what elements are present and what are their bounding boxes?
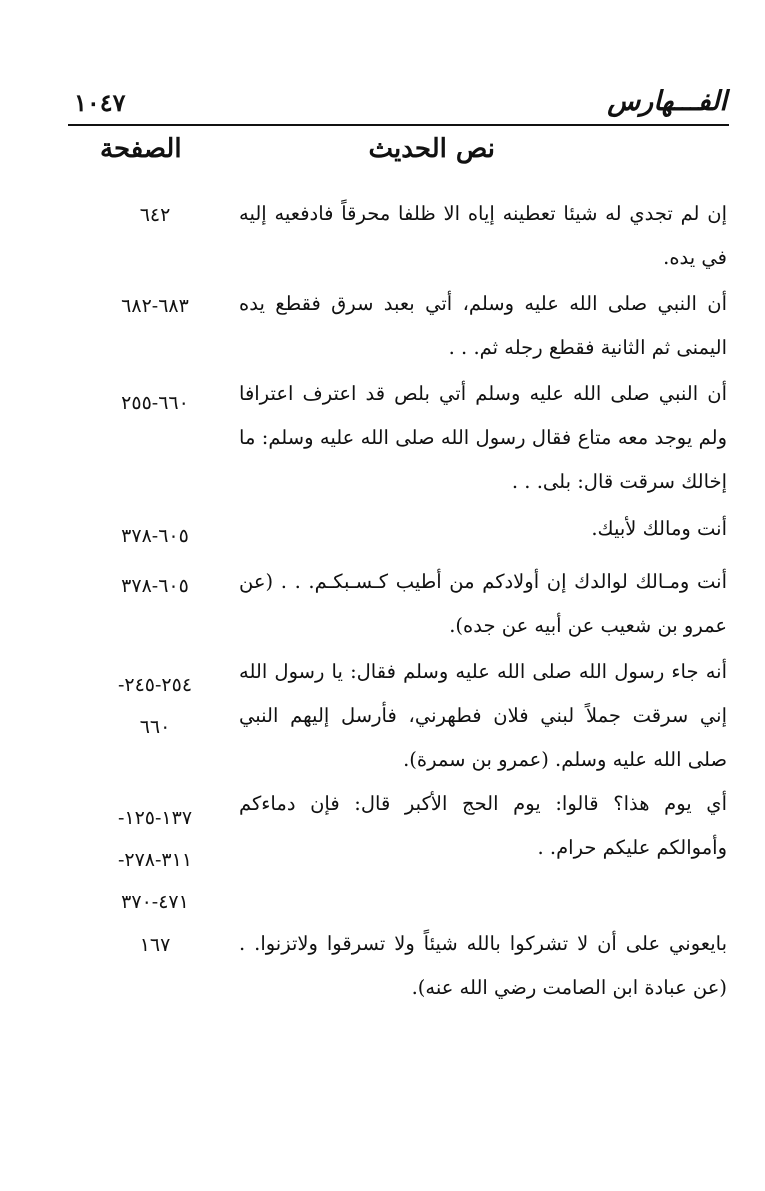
- entry-hadith-text: أنت ومالك لأبيك.: [591, 517, 727, 540]
- entry-page-refs: [95, 515, 215, 557]
- page-number: ١٠٤٧: [74, 88, 126, 117]
- page-ref: ٦٦٠: [139, 716, 171, 738]
- entry-hadith-text: بايعوني على أن لا تشركوا بالله شيئاً ولا تسرقوا ولاتزنوا. . (عن عبادة ابن الصامت رضي الله عنه).: [239, 932, 727, 999]
- page-ref: ٦٠٥-٣٧٨: [121, 525, 189, 547]
- page-ref: -١٣٧-١٢٥: [117, 807, 193, 829]
- column-heading-page: الصفحة: [100, 134, 182, 164]
- entry-hadith-text: أن النبي صلى الله عليه وسلم، أتي بعبد سرق فقطع يده اليمنى ثم الثانية فقطع رجله ثم. . .: [239, 292, 727, 359]
- page-ref: -٣١١-٢٧٨: [117, 849, 193, 871]
- entry-page-refs: [95, 194, 215, 236]
- entry-page-refs: [95, 797, 215, 923]
- page-ref: ٦٠٥-٣٧٨: [121, 575, 189, 597]
- entry-page-refs: [95, 565, 215, 607]
- entry-hadith-text: أنه جاء رسول الله صلى الله عليه وسلم فقال: يا رسول الله إني سرقت جملاً لبني فلان فطهرني، فأرسل إليهم النبي صلى الله عليه وسلم. (عمرو بن سمرة).: [239, 660, 727, 771]
- page-ref: ٤٧١-٣٧٠: [121, 891, 189, 913]
- page-ref: ٦٦٠-٢٥٥: [121, 392, 189, 414]
- header-divider: [68, 124, 729, 126]
- entry-page-refs: [95, 664, 215, 748]
- entry-page-refs: [95, 285, 215, 327]
- entry-hadith-text: إن لم تجدي له شيئا تعطينه إياه الا ظلفا محرقاً فادفعيه إليه في يده.: [239, 202, 727, 269]
- page-ref: ٦٨٣-٦٨٢: [121, 295, 189, 317]
- entry-hadith-text: أي يوم هذا؟ قالوا: يوم الحج الأكبر قال: فإن دماءكم وأموالكم عليكم حرام. .: [239, 792, 727, 859]
- page-ref: ١٦٧: [139, 934, 171, 956]
- entry-hadith-text: أنت ومـالك لوالدك إن أولادكم من أطيب كـسـبكـم. . . (عن عمرو بن شعيب عن أبيه عن جده).: [239, 570, 727, 637]
- page-ref: -٢٥٤-٢٤٥: [117, 674, 193, 696]
- page-ref: ٦٤٢: [139, 204, 171, 226]
- column-heading-hadith: نص الحديث: [368, 134, 495, 164]
- entry-hadith-text: أن النبي صلى الله عليه وسلم أتي بلص قد اعترف اعترافا ولم يوجد معه متاع فقال رسول الله صلى الله عليه وسلم: ما إخالك سرقت قال: بلى. . .: [239, 382, 727, 493]
- entry-page-refs: [95, 924, 215, 966]
- entry-page-refs: [95, 382, 215, 424]
- running-header: [70, 78, 727, 124]
- section-title: الفـــهارس: [607, 86, 727, 117]
